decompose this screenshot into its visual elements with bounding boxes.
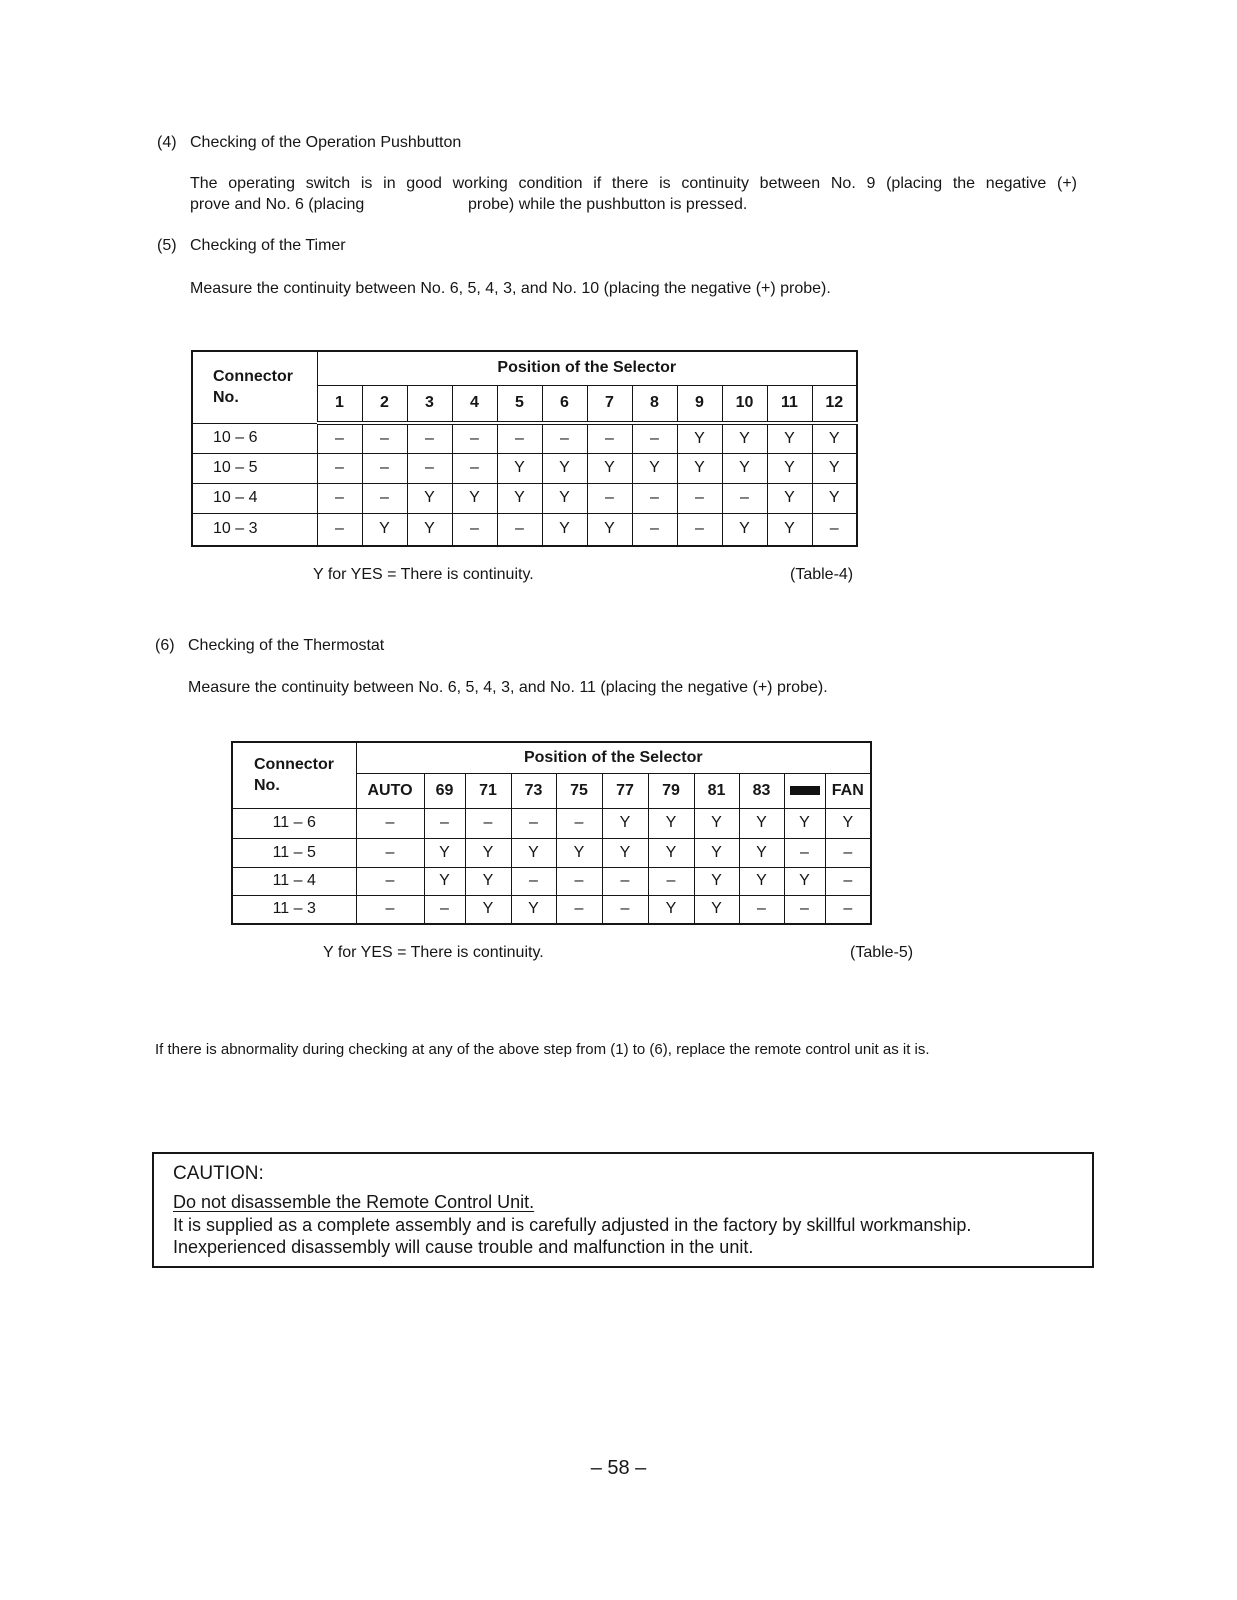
continuity-cell: Y bbox=[632, 453, 677, 483]
position-of-selector-header: Position of the Selector bbox=[317, 351, 857, 385]
continuity-cell: – bbox=[362, 423, 407, 453]
continuity-cell: – bbox=[317, 453, 362, 483]
continuity-cell: – bbox=[511, 808, 556, 838]
continuity-cell: – bbox=[424, 895, 465, 924]
connector-header-label: Connector bbox=[254, 756, 334, 774]
selector-position-cell: 1 bbox=[317, 385, 362, 423]
continuity-cell: – bbox=[587, 423, 632, 453]
continuity-cell: – bbox=[317, 513, 362, 546]
selector-position-cell: 73 bbox=[511, 773, 556, 808]
section-5-number: (5) bbox=[157, 237, 177, 254]
continuity-cell: Y bbox=[511, 895, 556, 924]
continuity-cell: – bbox=[602, 867, 648, 895]
continuity-cell: – bbox=[542, 423, 587, 453]
continuity-cell: – bbox=[465, 808, 511, 838]
continuity-cell: – bbox=[317, 423, 362, 453]
table-row bbox=[192, 483, 857, 513]
selector-position-cell: 12 bbox=[812, 385, 857, 423]
black-block-icon bbox=[790, 786, 820, 795]
selector-position-cell: 83 bbox=[739, 773, 784, 808]
continuity-cell: Y bbox=[407, 513, 452, 546]
selector-position-cell: 7 bbox=[587, 385, 632, 423]
selector-position-cell: 6 bbox=[542, 385, 587, 423]
caution-box bbox=[152, 1152, 1094, 1268]
connector-pair-label: 10 – 6 bbox=[192, 423, 317, 453]
continuity-cell: – bbox=[812, 513, 857, 546]
continuity-cell: – bbox=[497, 423, 542, 453]
continuity-cell: – bbox=[407, 453, 452, 483]
connector-header-no: No. bbox=[254, 777, 280, 795]
connector-pair-label: 10 – 4 bbox=[192, 483, 317, 513]
continuity-cell: Y bbox=[739, 808, 784, 838]
continuity-cell: Y bbox=[542, 453, 587, 483]
continuity-cell: – bbox=[825, 867, 871, 895]
continuity-cell: Y bbox=[694, 808, 739, 838]
connector-header bbox=[232, 742, 356, 808]
continuity-cell: Y bbox=[424, 838, 465, 867]
connector-header-label: Connector bbox=[213, 368, 293, 386]
continuity-cell: – bbox=[511, 867, 556, 895]
continuity-cell: – bbox=[556, 895, 602, 924]
table-5-note: Y for YES = There is continuity. bbox=[323, 944, 544, 961]
continuity-cell: Y bbox=[556, 838, 602, 867]
selector-position-cell: 77 bbox=[602, 773, 648, 808]
continuity-cell: Y bbox=[677, 453, 722, 483]
continuity-cell: Y bbox=[825, 808, 871, 838]
table-row bbox=[192, 453, 857, 483]
continuity-cell: Y bbox=[722, 423, 767, 453]
continuity-cell: Y bbox=[694, 867, 739, 895]
continuity-cell: Y bbox=[465, 838, 511, 867]
continuity-cell: – bbox=[632, 483, 677, 513]
continuity-cell: – bbox=[356, 867, 424, 895]
section-5-instruction: Measure the continuity between No. 6, 5, 4, 3, and No. 10 (placing the negative (+) probe). bbox=[190, 280, 831, 297]
selector-position-cell: 81 bbox=[694, 773, 739, 808]
continuity-cell: – bbox=[452, 453, 497, 483]
connector-header bbox=[192, 351, 317, 423]
section-4-heading: Checking of the Operation Pushbutton bbox=[190, 134, 462, 151]
table-header-row bbox=[192, 351, 857, 385]
connector-pair-label: 11 – 3 bbox=[232, 895, 356, 924]
section-6-heading: Checking of the Thermostat bbox=[188, 637, 385, 654]
table-row bbox=[232, 895, 871, 924]
connector-pair-label: 10 – 3 bbox=[192, 513, 317, 546]
section-6-number: (6) bbox=[155, 637, 175, 654]
continuity-cell: Y bbox=[722, 453, 767, 483]
continuity-cell: – bbox=[648, 867, 694, 895]
continuity-cell: Y bbox=[587, 513, 632, 546]
continuity-cell: Y bbox=[465, 867, 511, 895]
continuity-cell: Y bbox=[739, 867, 784, 895]
caution-line-2: It is supplied as a complete assembly and is carefully adjusted in the factory by skillful workmanship. bbox=[173, 1215, 972, 1235]
continuity-cell: – bbox=[825, 838, 871, 867]
section-4-paragraph-line-2a: prove and No. 6 (placing bbox=[190, 196, 365, 213]
selector-position-cell: 9 bbox=[677, 385, 722, 423]
continuity-cell: Y bbox=[452, 483, 497, 513]
table-4-note: Y for YES = There is continuity. bbox=[313, 566, 534, 583]
table-row bbox=[192, 423, 857, 453]
continuity-cell: – bbox=[784, 895, 825, 924]
continuity-cell: – bbox=[497, 513, 542, 546]
selector-position-cell: FAN bbox=[825, 773, 871, 808]
continuity-cell: Y bbox=[739, 838, 784, 867]
continuity-cell: – bbox=[356, 838, 424, 867]
continuity-cell: Y bbox=[362, 513, 407, 546]
section-5-heading: Checking of the Timer bbox=[190, 237, 346, 254]
continuity-cell: Y bbox=[648, 808, 694, 838]
selector-position-cell: 5 bbox=[497, 385, 542, 423]
continuity-cell: – bbox=[356, 808, 424, 838]
continuity-cell: Y bbox=[511, 838, 556, 867]
selector-position-cell: 10 bbox=[722, 385, 767, 423]
continuity-cell: Y bbox=[767, 453, 812, 483]
continuity-cell: Y bbox=[784, 808, 825, 838]
selector-position-cell: 71 bbox=[465, 773, 511, 808]
continuity-cell: Y bbox=[722, 513, 767, 546]
continuity-cell: – bbox=[632, 513, 677, 546]
table-row bbox=[232, 808, 871, 838]
continuity-cell: Y bbox=[602, 838, 648, 867]
selector-position-cell: 3 bbox=[407, 385, 452, 423]
continuity-cell: Y bbox=[812, 423, 857, 453]
connector-pair-label: 10 – 5 bbox=[192, 453, 317, 483]
selector-position-cell: AUTO bbox=[356, 773, 424, 808]
continuity-cell: Y bbox=[648, 838, 694, 867]
caution-title: CAUTION: bbox=[173, 1163, 264, 1184]
continuity-cell: Y bbox=[812, 453, 857, 483]
continuity-cell: – bbox=[677, 483, 722, 513]
continuity-cell: Y bbox=[784, 867, 825, 895]
continuity-cell: – bbox=[602, 895, 648, 924]
continuity-cell: – bbox=[356, 895, 424, 924]
abnormality-note: If there is abnormality during checking at any of the above step from (1) to (6), replace the remote control unit as it is. bbox=[155, 1041, 930, 1058]
continuity-cell: Y bbox=[812, 483, 857, 513]
continuity-cell: – bbox=[632, 423, 677, 453]
continuity-cell: Y bbox=[542, 513, 587, 546]
table-row bbox=[232, 867, 871, 895]
continuity-cell: Y bbox=[542, 483, 587, 513]
selector-position-cell: 79 bbox=[648, 773, 694, 808]
selector-position-cell: 4 bbox=[452, 385, 497, 423]
continuity-cell: Y bbox=[694, 895, 739, 924]
section-4-number: (4) bbox=[157, 134, 177, 151]
continuity-cell: Y bbox=[497, 483, 542, 513]
continuity-cell: – bbox=[722, 483, 767, 513]
page-number: – 58 – bbox=[590, 1457, 647, 1479]
selector-position-cell bbox=[784, 773, 825, 808]
connector-header-no: No. bbox=[213, 389, 239, 407]
continuity-cell: Y bbox=[767, 483, 812, 513]
timer-continuity-table bbox=[191, 350, 858, 547]
continuity-cell: – bbox=[317, 483, 362, 513]
section-4-paragraph-line-2b: probe) while the pushbutton is pressed. bbox=[468, 196, 748, 213]
continuity-cell: – bbox=[556, 867, 602, 895]
continuity-cell: Y bbox=[694, 838, 739, 867]
thermostat-continuity-table bbox=[231, 741, 872, 925]
table-row bbox=[192, 513, 857, 546]
continuity-cell: Y bbox=[767, 423, 812, 453]
continuity-cell: Y bbox=[407, 483, 452, 513]
continuity-cell: – bbox=[424, 808, 465, 838]
caution-line-1: Do not disassemble the Remote Control Unit. bbox=[173, 1192, 535, 1212]
table-5-caption: (Table-5) bbox=[850, 944, 914, 961]
continuity-cell: Y bbox=[424, 867, 465, 895]
continuity-cell: – bbox=[452, 423, 497, 453]
continuity-cell: – bbox=[677, 513, 722, 546]
continuity-cell: – bbox=[587, 483, 632, 513]
continuity-cell: – bbox=[362, 483, 407, 513]
continuity-cell: – bbox=[556, 808, 602, 838]
continuity-cell: Y bbox=[465, 895, 511, 924]
connector-pair-label: 11 – 4 bbox=[232, 867, 356, 895]
continuity-cell: – bbox=[362, 453, 407, 483]
table-4-caption: (Table-4) bbox=[790, 566, 854, 583]
selector-position-cell: 8 bbox=[632, 385, 677, 423]
continuity-cell: Y bbox=[587, 453, 632, 483]
continuity-cell: – bbox=[452, 513, 497, 546]
continuity-cell: Y bbox=[677, 423, 722, 453]
selector-position-cell: 75 bbox=[556, 773, 602, 808]
continuity-cell: – bbox=[739, 895, 784, 924]
selector-position-cell: 11 bbox=[767, 385, 812, 423]
continuity-cell: Y bbox=[602, 808, 648, 838]
position-of-selector-header: Position of the Selector bbox=[356, 742, 871, 773]
section-4-paragraph-line-1: The operating switch is in good working condition if there is continuity between No. 9 (placing the negative (+) bbox=[190, 175, 1077, 192]
caution-line-3: Inexperienced disassembly will cause trouble and malfunction in the unit. bbox=[173, 1237, 754, 1257]
continuity-cell: – bbox=[825, 895, 871, 924]
section-6-instruction: Measure the continuity between No. 6, 5, 4, 3, and No. 11 (placing the negative (+) probe). bbox=[188, 679, 828, 696]
selector-position-cell: 2 bbox=[362, 385, 407, 423]
table-header-row bbox=[232, 742, 871, 773]
table-row bbox=[232, 838, 871, 867]
continuity-cell: – bbox=[407, 423, 452, 453]
continuity-cell: Y bbox=[648, 895, 694, 924]
connector-pair-label: 11 – 6 bbox=[232, 808, 356, 838]
continuity-cell: Y bbox=[767, 513, 812, 546]
selector-position-cell: 69 bbox=[424, 773, 465, 808]
connector-pair-label: 11 – 5 bbox=[232, 838, 356, 867]
continuity-cell: Y bbox=[497, 453, 542, 483]
continuity-cell: – bbox=[784, 838, 825, 867]
